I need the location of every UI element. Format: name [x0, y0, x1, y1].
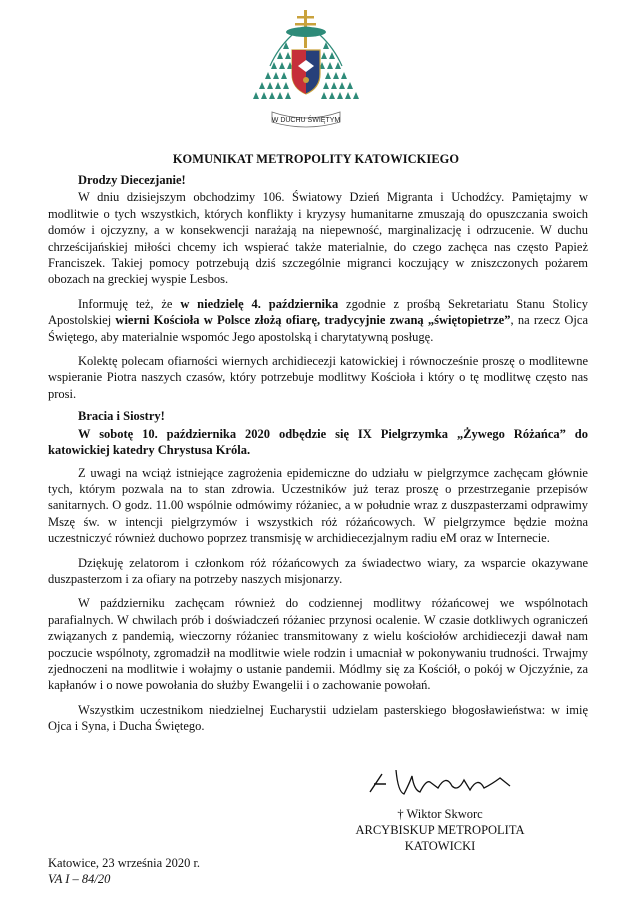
greeting-diocesans: Drodzy Diecezjanie! — [78, 173, 186, 187]
p2-text-a: Informuję też, że — [78, 296, 181, 311]
paragraph-thanks: Dziękuję zelatorom i członkom róż różańcowych za świadectwo wiary, za wsparcie okazywane duszpasterzom i za ofiary na potrzeby naszych misjonarzy. — [48, 555, 588, 586]
signer-name: † Wiktor Skworc — [397, 807, 483, 821]
archbishop-coat-of-arms — [240, 8, 372, 132]
crest-motto: W DUCHU ŚWIĘTYM — [271, 117, 341, 124]
document-body — [48, 172, 588, 743]
paragraph-rosary: W październiku zachęcam również do codziennej modlitwy różańcowej we wspólnotach parafialnych. W chwilach prób i doświadczeń różaniec przynosi ocalenie. W czasie dotkliwych ograniczeń związanych z pandemią, wieczorny różaniec transmitowany z wielu kościołów archidiecezji dawał nam poczucie wspólnoty, zgromadził na modlitwie wiele rodzin i umacniał w pokonywaniu trudności. Trwajmy zjednoczeni na modlitwie i wołajmy o ustanie pandemii. Módlmy się za Kościół, o pokój w Ojczyźnie, za kapłanów i o nowe powołania do służby Ewangelii i o zachowanie powołań. — [48, 596, 588, 693]
paragraph-peters-pence — [48, 296, 588, 345]
pilgrimage-headline: W sobotę 10. października 2020 odbędzie się IX Pielgrzymka „Żywego Różańca” do katowickiej katedry Chrystusa Króla. — [48, 426, 588, 458]
document-reference: VA I – 84/20 — [48, 872, 111, 886]
greeting-brothers-sisters: Bracia i Siostry! — [78, 409, 165, 424]
p2-bold-date: w niedzielę 4. października — [180, 296, 339, 311]
handwritten-signature — [360, 762, 520, 802]
paragraph-blessing: Wszystkim uczestnikom niedzielnej Eucharystii udzielam pasterskiego błogosławieństwa: w imię Ojca i Syna, i Ducha Świętego. — [48, 702, 588, 734]
p2-bold-offering: wierni Kościoła w Polsce złożą ofiarę, tradycyjnie zwaną „świętopietrze” — [115, 313, 511, 328]
p2-text-c: zgodnie z prośbą Sekretariatu Stanu Stolicy Apostolskiej — [48, 296, 588, 328]
paragraph-migrants: W dniu dzisiejszym obchodzimy 106. Światowy Dzień Migranta i Uchodźcy. Pamiętajmy w modlitwie o tych wszystkich, których konflikty i kryzysy humanitarne zmuszają do opuszczania swoich domów i ojczyzny, a w konsekwencji narażają na niepewność, marginalizację i odrzucenie. W duchu chrześcijańskiej miłości chcemy ich wspierać także materialnie, do czego zachęca nas często Papież Franciszek. Takiej pomocy potrzebują dziś szczególnie migranci koczujący w zniszczonych pożarem obozach na greckiej wyspie Lesbos. — [48, 190, 588, 287]
signer-city: KATOWICKI — [404, 839, 476, 853]
paragraph-collection: Kolektę polecam ofiarności wiernych archidiecezji katowickiej i równocześnie proszę o modlitewne wspieranie Piotra naszych czasów, który potrzebuje modlitwy Kościoła i który o tę modlitwę często nas prosi. — [48, 354, 588, 401]
document-date: Katowice, 23 września 2020 r. — [48, 856, 201, 870]
document-title: KOMUNIKAT METROPOLITY KATOWICKIEGO — [172, 152, 460, 166]
paragraph-pilgrimage: Z uwagi na wciąż istniejące zagrożenia epidemiczne do udziału w pielgrzymce zachęcam głównie tych, którym pozwala na to stan zdrowia. Uczestników już teraz proszę o przestrzeganie przepisów sanitarnych. O godz. 11.00 wspólnie odmówimy różaniec, a w południe wraz z duszpasterzami odprawimy Mszę św. w intencji pielgrzymów i wszystkich róż różańcowych. W pielgrzymce będzie można uczestniczyć również duchowo poprzez transmisję w archidiecezjalnym radiu eM oraz w Internecie. — [48, 465, 588, 546]
p2-text-e: , na rzecz Ojca Świętego, aby materialnie wspomóc Jego apostolską i charytatywną posługę. — [48, 313, 588, 344]
signer-role: ARCYBISKUP METROPOLITA — [355, 823, 525, 837]
coat-of-arms-icon — [240, 8, 372, 132]
